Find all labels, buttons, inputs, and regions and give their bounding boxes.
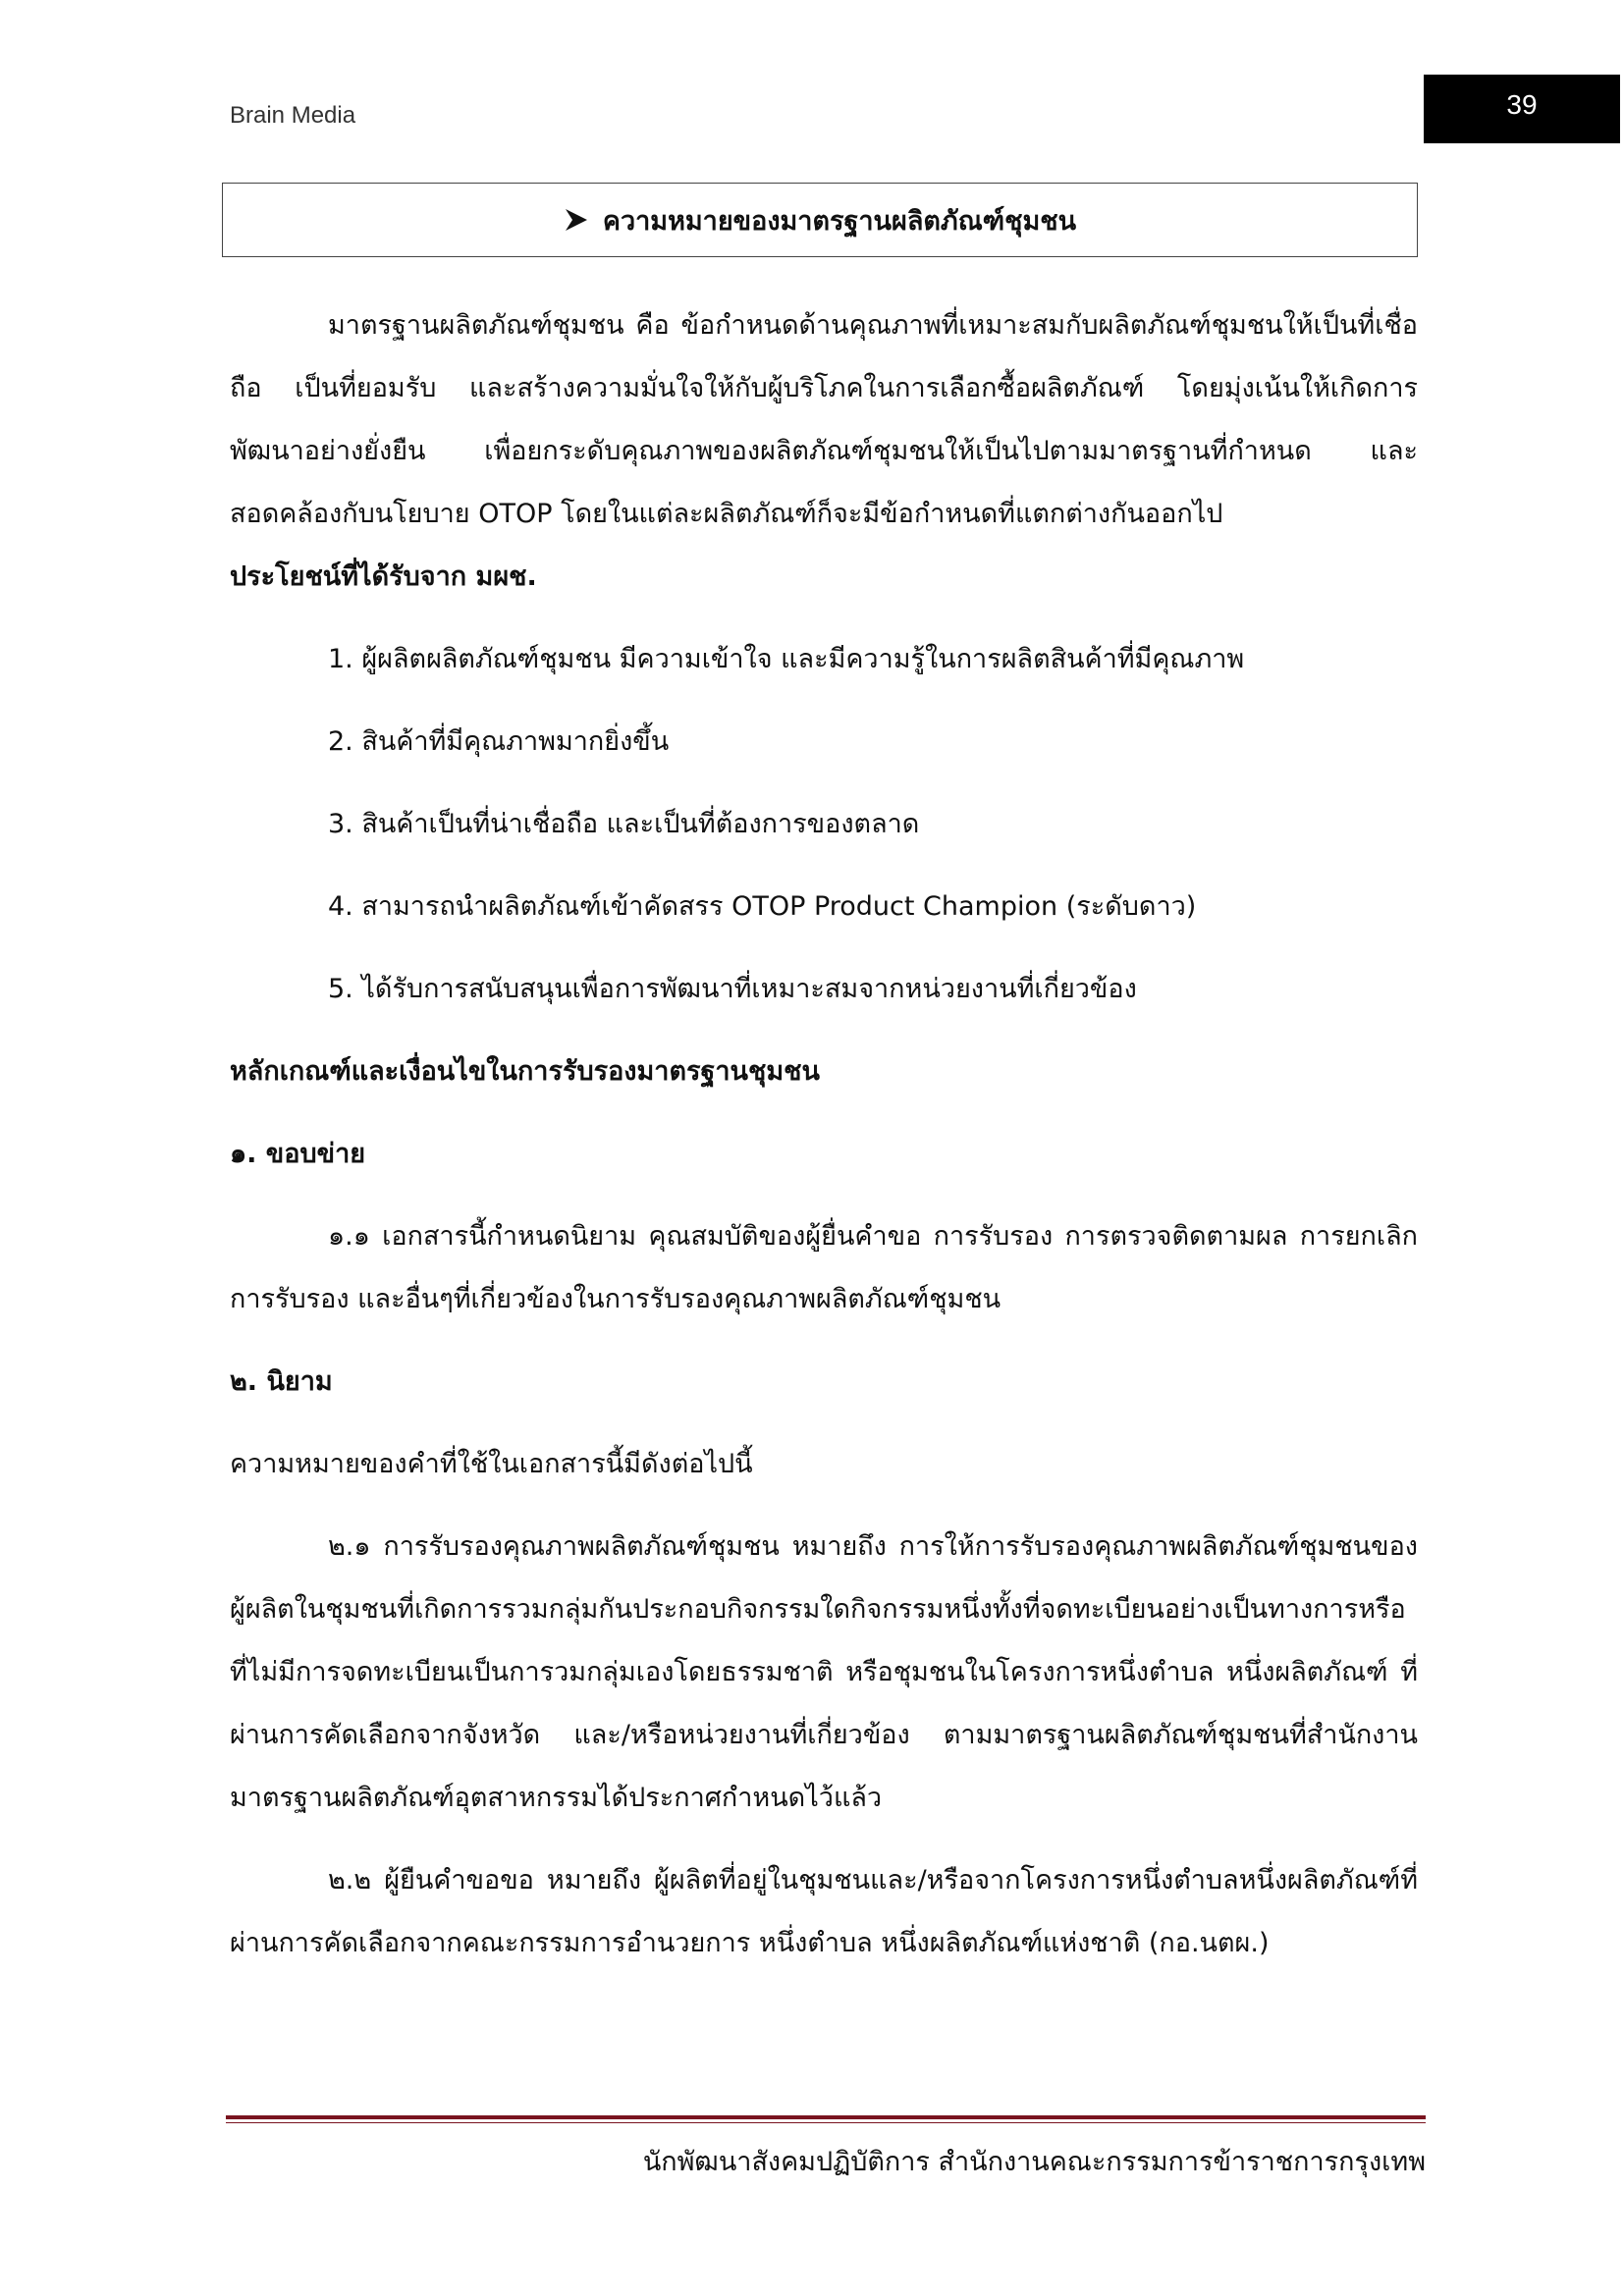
- section2-paragraph-1: ๒.๑ การรับรองคุณภาพผลิตภัณฑ์ชุมชน หมายถึง การให้การรับรองคุณภาพผลิตภัณฑ์ชุมชนของผู้ผลิตในชุมชนที่เกิดการรวมกลุ่มกันประกอบกิจกรรมใดกิจกรรมหนึ่งทั้งที่จดทะเบียนอย่างเป็นทางการหรือที่ไม่มีการจดทะเบียนเป็นการวมกลุ่มเองโดยธรรมชาติ หรือชุมชนในโครงการหนึ่งตำบล หนึ่งผลิตภัณฑ์ ที่ผ่านการคัดเลือกจากจังหวัด และ/หรือหน่วยงานที่เกี่ยวข้อง ตามมาตรฐานผลิตภัณฑ์ชุมชนที่สำนักงานมาตรฐานผลิตภัณฑ์อุตสาหกรรมได้ประกาศกำหนดไว้แล้ว: [230, 1531, 1418, 1813]
- footer-text: นักพัฒนาสังคมปฏิบัติการ สำนักงานคณะกรรมการข้าราชการกรุงเทพ: [642, 2147, 1426, 2177]
- benefit-item-3: 3. สินค้าเป็นที่น่าเชื่อถือ และเป็นที่ต้องการของตลาด: [328, 809, 920, 839]
- header-brand: Brain Media: [230, 102, 356, 129]
- criteria-heading: หลักเกณฑ์และเงื่อนไขในการรับรองมาตรฐานชุมชน: [230, 1056, 820, 1087]
- benefit-item-2: 2. สินค้าที่มีคุณภาพมากยิ่งขึ้น: [328, 726, 670, 757]
- benefit-item-1: 1. ผู้ผลิตผลิตภัณฑ์ชุมชน มีความเข้าใจ และมีความรู้ในการผลิตสินค้าที่มีคุณภาพ: [328, 644, 1245, 674]
- footer-rule: [226, 2115, 1426, 2123]
- section2-intro: ความหมายของคำที่ใช้ในเอกสารนี้มีดังต่อไปนี้: [230, 1449, 753, 1479]
- intro-paragraph: มาตรฐานผลิตภัณฑ์ชุมชน คือ ข้อกำหนดด้านคุณภาพที่เหมาะสมกับผลิตภัณฑ์ชุมชนให้เป็นที่เชื่อถือ เป็นที่ยอมรับ และสร้างความมั่นใจให้กับผู้บริโภคในการเลือกซื้อผลิตภัณฑ์ โดยมุ่งเน้นให้เกิดการพัฒนาอย่างยั่งยืน เพื่อยกระดับคุณภาพของผลิตภัณฑ์ชุมชนให้เป็นไปตามมาตรฐานที่กำหนด และสอดคล้องกับนโยบาย OTOP โดยในแต่ละผลิตภัณฑ์ก็จะมีข้อกำหนดที่แตกต่างกันออกไป: [230, 310, 1418, 529]
- page-number: 39: [1424, 75, 1620, 143]
- arrow-bullet-icon: [564, 207, 589, 233]
- section1-heading: ๑. ขอบข่าย: [230, 1139, 366, 1169]
- section-title: ความหมายของมาตรฐานผลิตภัณฑ์ชุมชน: [602, 205, 1077, 237]
- section2-heading: ๒. นิยาม: [230, 1366, 333, 1397]
- title-box: [222, 183, 1418, 257]
- benefits-heading: ประโยชน์ที่ได้รับจาก มผช.: [230, 561, 537, 592]
- title-inner: [564, 199, 1076, 241]
- benefit-item-5: 5. ได้รับการสนับสนุนเพื่อการพัฒนาที่เหมาะสมจากหน่วยงานที่เกี่ยวข้อง: [328, 974, 1137, 1004]
- benefit-item-4: 4. สามารถนำผลิตภัณฑ์เข้าคัดสรร OTOP Product Champion (ระดับดาว): [328, 891, 1197, 922]
- section2-paragraph-2: ๒.๒ ผู้ยืนคำขอขอ หมายถึง ผู้ผลิตที่อยู่ในชุมชนและ/หรือจากโครงการหนึ่งตำบลหนึ่งผลิตภัณฑ์ที่ผ่านการคัดเลือกจากคณะกรรมการอำนวยการ หนึ่งตำบล หนึ่งผลิตภัณฑ์แห่งชาติ (กอ.นตผ.): [230, 1865, 1418, 1958]
- section1-paragraph: ๑.๑ เอกสารนี้กำหนดนิยาม คุณสมบัติของผู้ยื่นคำขอ การรับรอง การตรวจติดตามผล การยกเลิกการรับรอง และอื่นๆที่เกี่ยวข้องในการรับรองคุณภาพผลิตภัณฑ์ชุมชน: [230, 1221, 1418, 1314]
- main-content: [230, 294, 1418, 1975]
